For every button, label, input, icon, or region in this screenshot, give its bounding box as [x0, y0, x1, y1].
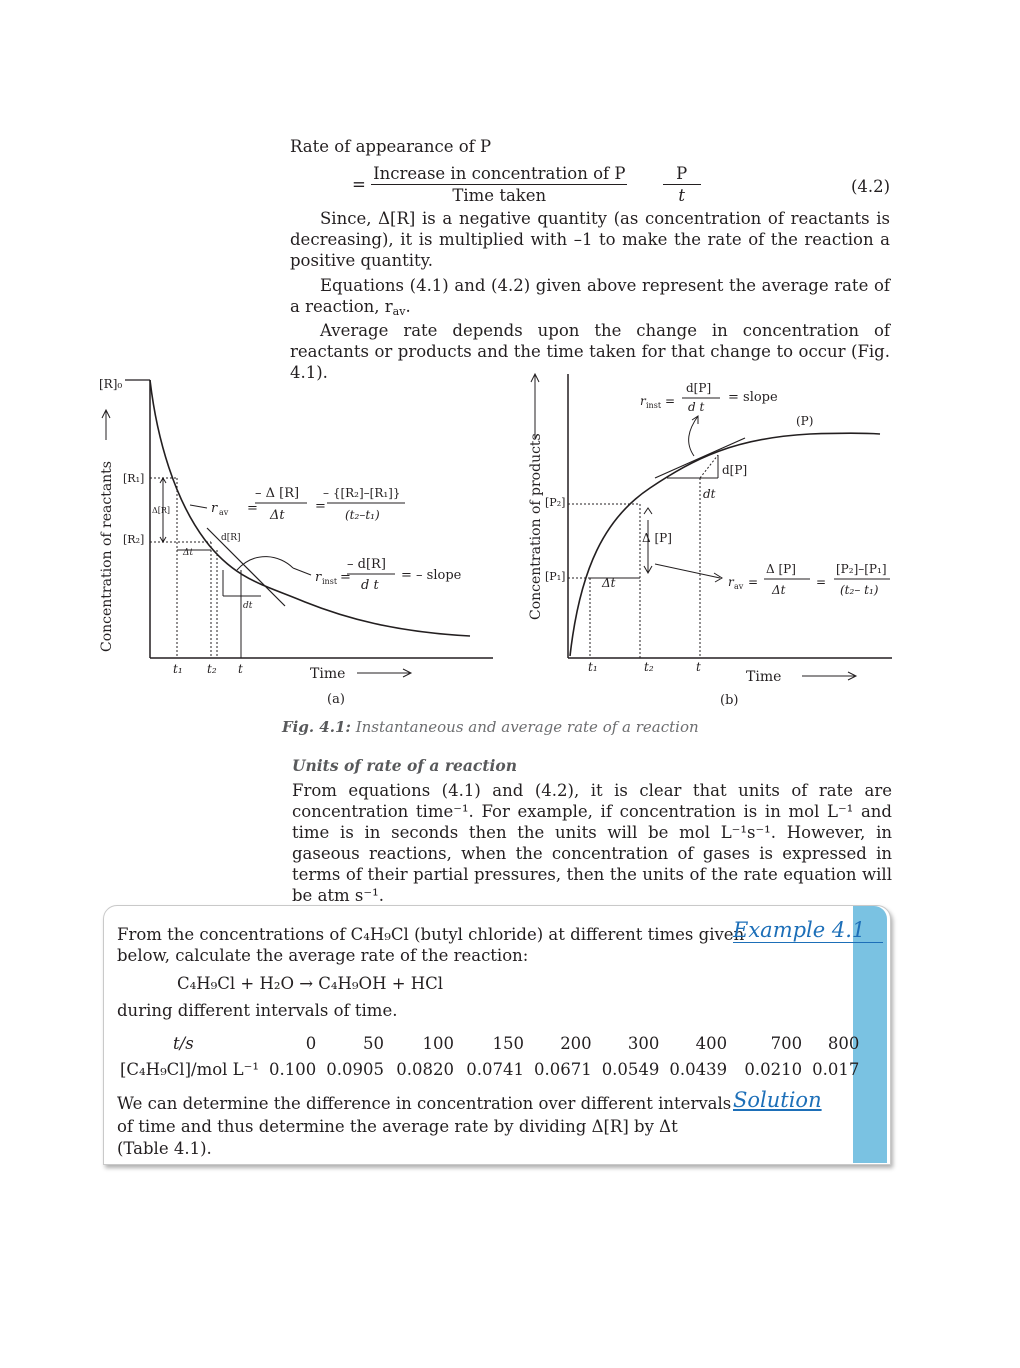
- fig-b-rav: r: [728, 575, 734, 589]
- fig-a-rav-den: Δt: [270, 508, 285, 523]
- fig-a-rav-sub: av: [219, 508, 229, 517]
- table-cell: 150: [492, 1033, 524, 1053]
- fig-b-rinst-sub: inst: [646, 401, 662, 410]
- table-cell: 200: [560, 1033, 592, 1053]
- fig-a-ylabel: Concentration of reactants: [99, 461, 115, 652]
- fig-a-t: t: [238, 662, 243, 676]
- fig-b-rav-sub: av: [734, 582, 744, 591]
- fig-a-rinst-den: d t: [361, 578, 379, 593]
- table-cell: 0.100: [268, 1059, 317, 1079]
- eq-fraction-symbols: [663, 163, 701, 206]
- table-cell: 0.0439: [669, 1059, 728, 1079]
- table-cell: 0.0549: [601, 1059, 660, 1079]
- fig-a-R1: [R₁]: [123, 472, 145, 485]
- table-cell: 50: [362, 1033, 384, 1053]
- equation-4-2: [352, 163, 702, 206]
- fig-a-d-R: d[R]: [221, 533, 241, 543]
- fig-a-rinst-eq: =: [340, 570, 351, 585]
- example-intro-line2: below, calculate the average rate of the reaction:: [117, 946, 529, 965]
- fig-b-P2: [P₂]: [545, 496, 566, 509]
- fig-a-panel: (a): [327, 692, 345, 707]
- table-header-concentration: [C₄H₉Cl]/mol L⁻¹: [120, 1059, 259, 1079]
- table-cell: 400: [695, 1033, 728, 1053]
- table-cell: 100: [422, 1033, 454, 1053]
- fig-a-delta-t: Δt: [183, 548, 194, 558]
- fig-a-xlabel: Time: [310, 666, 346, 682]
- fig-b-rav-den2: (t₂– t₁): [840, 583, 879, 597]
- table-cell: 300: [627, 1033, 660, 1053]
- fig-b-panel: (b): [720, 693, 739, 708]
- fig-a-decay-curve: [150, 380, 470, 636]
- fig-b-rav-den: Δt: [772, 583, 786, 597]
- fig-a-R0: [R]₀: [99, 377, 123, 391]
- units-heading: Units of rate of a reaction: [292, 756, 517, 775]
- fig-b-rinst-num: d[P]: [686, 381, 712, 395]
- table-cell: 0.0671: [533, 1059, 592, 1079]
- fig-a-rav-num: – Δ [R]: [255, 486, 300, 501]
- example-data-table: [115, 1030, 864, 1082]
- table-cell: 0.0820: [396, 1059, 454, 1079]
- fig-a-rinst-num: – d[R]: [347, 557, 386, 572]
- eq-alt-numerator: P: [663, 163, 701, 185]
- equation-number: (4.2): [851, 177, 891, 196]
- para2-text: Equations (4.1) and (4.2) given above represent the average rate of a reaction, r: [290, 276, 890, 316]
- fig-a-rinst: r: [315, 570, 322, 585]
- eq-sign: =: [352, 175, 366, 194]
- figure-a-reactant-plot: [95, 370, 500, 710]
- fig-b-t2: t₂: [644, 660, 654, 674]
- fig-b-ylabel: Concentration of products: [528, 433, 544, 620]
- fig-b-rinst: r: [640, 394, 646, 408]
- table-row-concentrations: [115, 1056, 864, 1082]
- table-cell: 0.017: [812, 1059, 860, 1079]
- paragraph-average-rate-depends: Average rate depends upon the change in concentration of reactants or products and the time taken for that change to occur (Fig. 4.1).: [290, 321, 890, 382]
- fig-b-dt: dt: [703, 487, 716, 501]
- paragraph-average-rate-eq: [290, 275, 890, 322]
- fig-a-R2: [R₂]: [123, 533, 145, 546]
- fig-a-rinst-sub: inst: [322, 577, 338, 586]
- table-cell: 0.0905: [326, 1059, 384, 1079]
- table-header-time: t/s: [173, 1033, 194, 1053]
- table-cell: 0: [305, 1033, 317, 1053]
- solution-line2: of time and thus determine the average rate by dividing Δ[R] by Δt: [117, 1117, 678, 1136]
- fig-b-t1: t₁: [588, 660, 598, 674]
- fig-b-delta-P: Δ [P]: [642, 531, 672, 545]
- table-row-times: [115, 1030, 864, 1056]
- paragraph-negative-quantity: Since, Δ[R] is a negative quantity (as concentration of reactants is decreasing), it is multiplied with –1 to make the rate of the reaction a positive quantity.: [290, 209, 890, 270]
- fig-a-rav-den2: (t₂–t₁): [345, 508, 380, 522]
- fig-a-rav-eq1: =: [247, 501, 258, 516]
- fig-a-dt: dt: [243, 601, 253, 611]
- fig-a-t1: t₁: [173, 662, 183, 676]
- fig-a-slope: = – slope: [401, 568, 462, 583]
- fig-b-rinst-eq: =: [665, 394, 676, 408]
- fig-b-rav-eq1: =: [748, 575, 759, 589]
- figure-caption-text: Instantaneous and average rate of a reaction: [355, 718, 699, 736]
- example-during: during different intervals of time.: [117, 1001, 398, 1020]
- fig-b-rav-eq2: =: [816, 575, 827, 589]
- table-cell: 800: [827, 1033, 860, 1053]
- figure-caption-label: Fig. 4.1:: [282, 718, 351, 736]
- fig-b-rav-num: Δ [P]: [766, 562, 796, 576]
- eq-numerator: Increase in concentration of P: [373, 164, 626, 183]
- fig-b-xlabel: Time: [746, 669, 782, 685]
- rate-of-appearance-label: Rate of appearance of P: [290, 137, 492, 156]
- units-paragraph: From equations (4.1) and (4.2), it is clear that units of rate are concentration time⁻¹. For example, if concentration is in mol L⁻¹ and time is in seconds then the units will be mol L⁻¹s⁻¹. However, in gaseous reactions, when the concentration of gases is expressed in terms of their partial pressures, then the units of the rate equation will be atm s⁻¹.: [292, 781, 892, 905]
- solution-line1: We can determine the difference in concentration over different intervals: [117, 1094, 732, 1113]
- fig-b-dP: d[P]: [722, 463, 748, 477]
- example-label: Example 4.1: [733, 918, 883, 943]
- figure-caption: [282, 718, 699, 736]
- eq-denominator: Time taken: [452, 186, 547, 205]
- fig-b-P1: [P₁]: [545, 570, 566, 583]
- figure-b-product-plot: [520, 368, 900, 713]
- solution-line3: (Table 4.1).: [117, 1139, 212, 1158]
- example-reaction: C₄H₉Cl + H₂O → C₄H₉OH + HCl: [177, 974, 444, 993]
- table-cell: 0.0741: [466, 1059, 524, 1079]
- eq-fraction-words: [371, 163, 627, 206]
- fig-b-rinst-den: d t: [688, 400, 705, 414]
- fig-a-t2: t₂: [207, 662, 217, 676]
- para2-subscript: av: [392, 305, 406, 318]
- eq-alt-denominator: t: [678, 186, 686, 205]
- fig-a-delta-R: Δ[R]: [152, 506, 171, 515]
- fig-b-slope: = slope: [728, 390, 778, 405]
- fig-a-rav-eq2: =: [315, 499, 326, 514]
- fig-b-t: t: [696, 660, 701, 674]
- fig-b-delta-t: Δt: [602, 576, 616, 590]
- solution-label: Solution: [733, 1088, 822, 1112]
- para2-end: .: [405, 297, 411, 316]
- fig-a-rav-num2: – {[R₂]–[R₁]}: [323, 486, 401, 500]
- table-cell: 700: [770, 1033, 803, 1053]
- fig-a-rav: r: [211, 501, 218, 516]
- example-intro-line1: From the concentrations of C₄H₉Cl (butyl chloride) at different times given: [117, 925, 745, 944]
- fig-b-P-curve: (P): [796, 414, 814, 428]
- table-cell: 0.0210: [744, 1059, 803, 1079]
- fig-b-rav-num2: [P₂]–[P₁]: [836, 562, 887, 576]
